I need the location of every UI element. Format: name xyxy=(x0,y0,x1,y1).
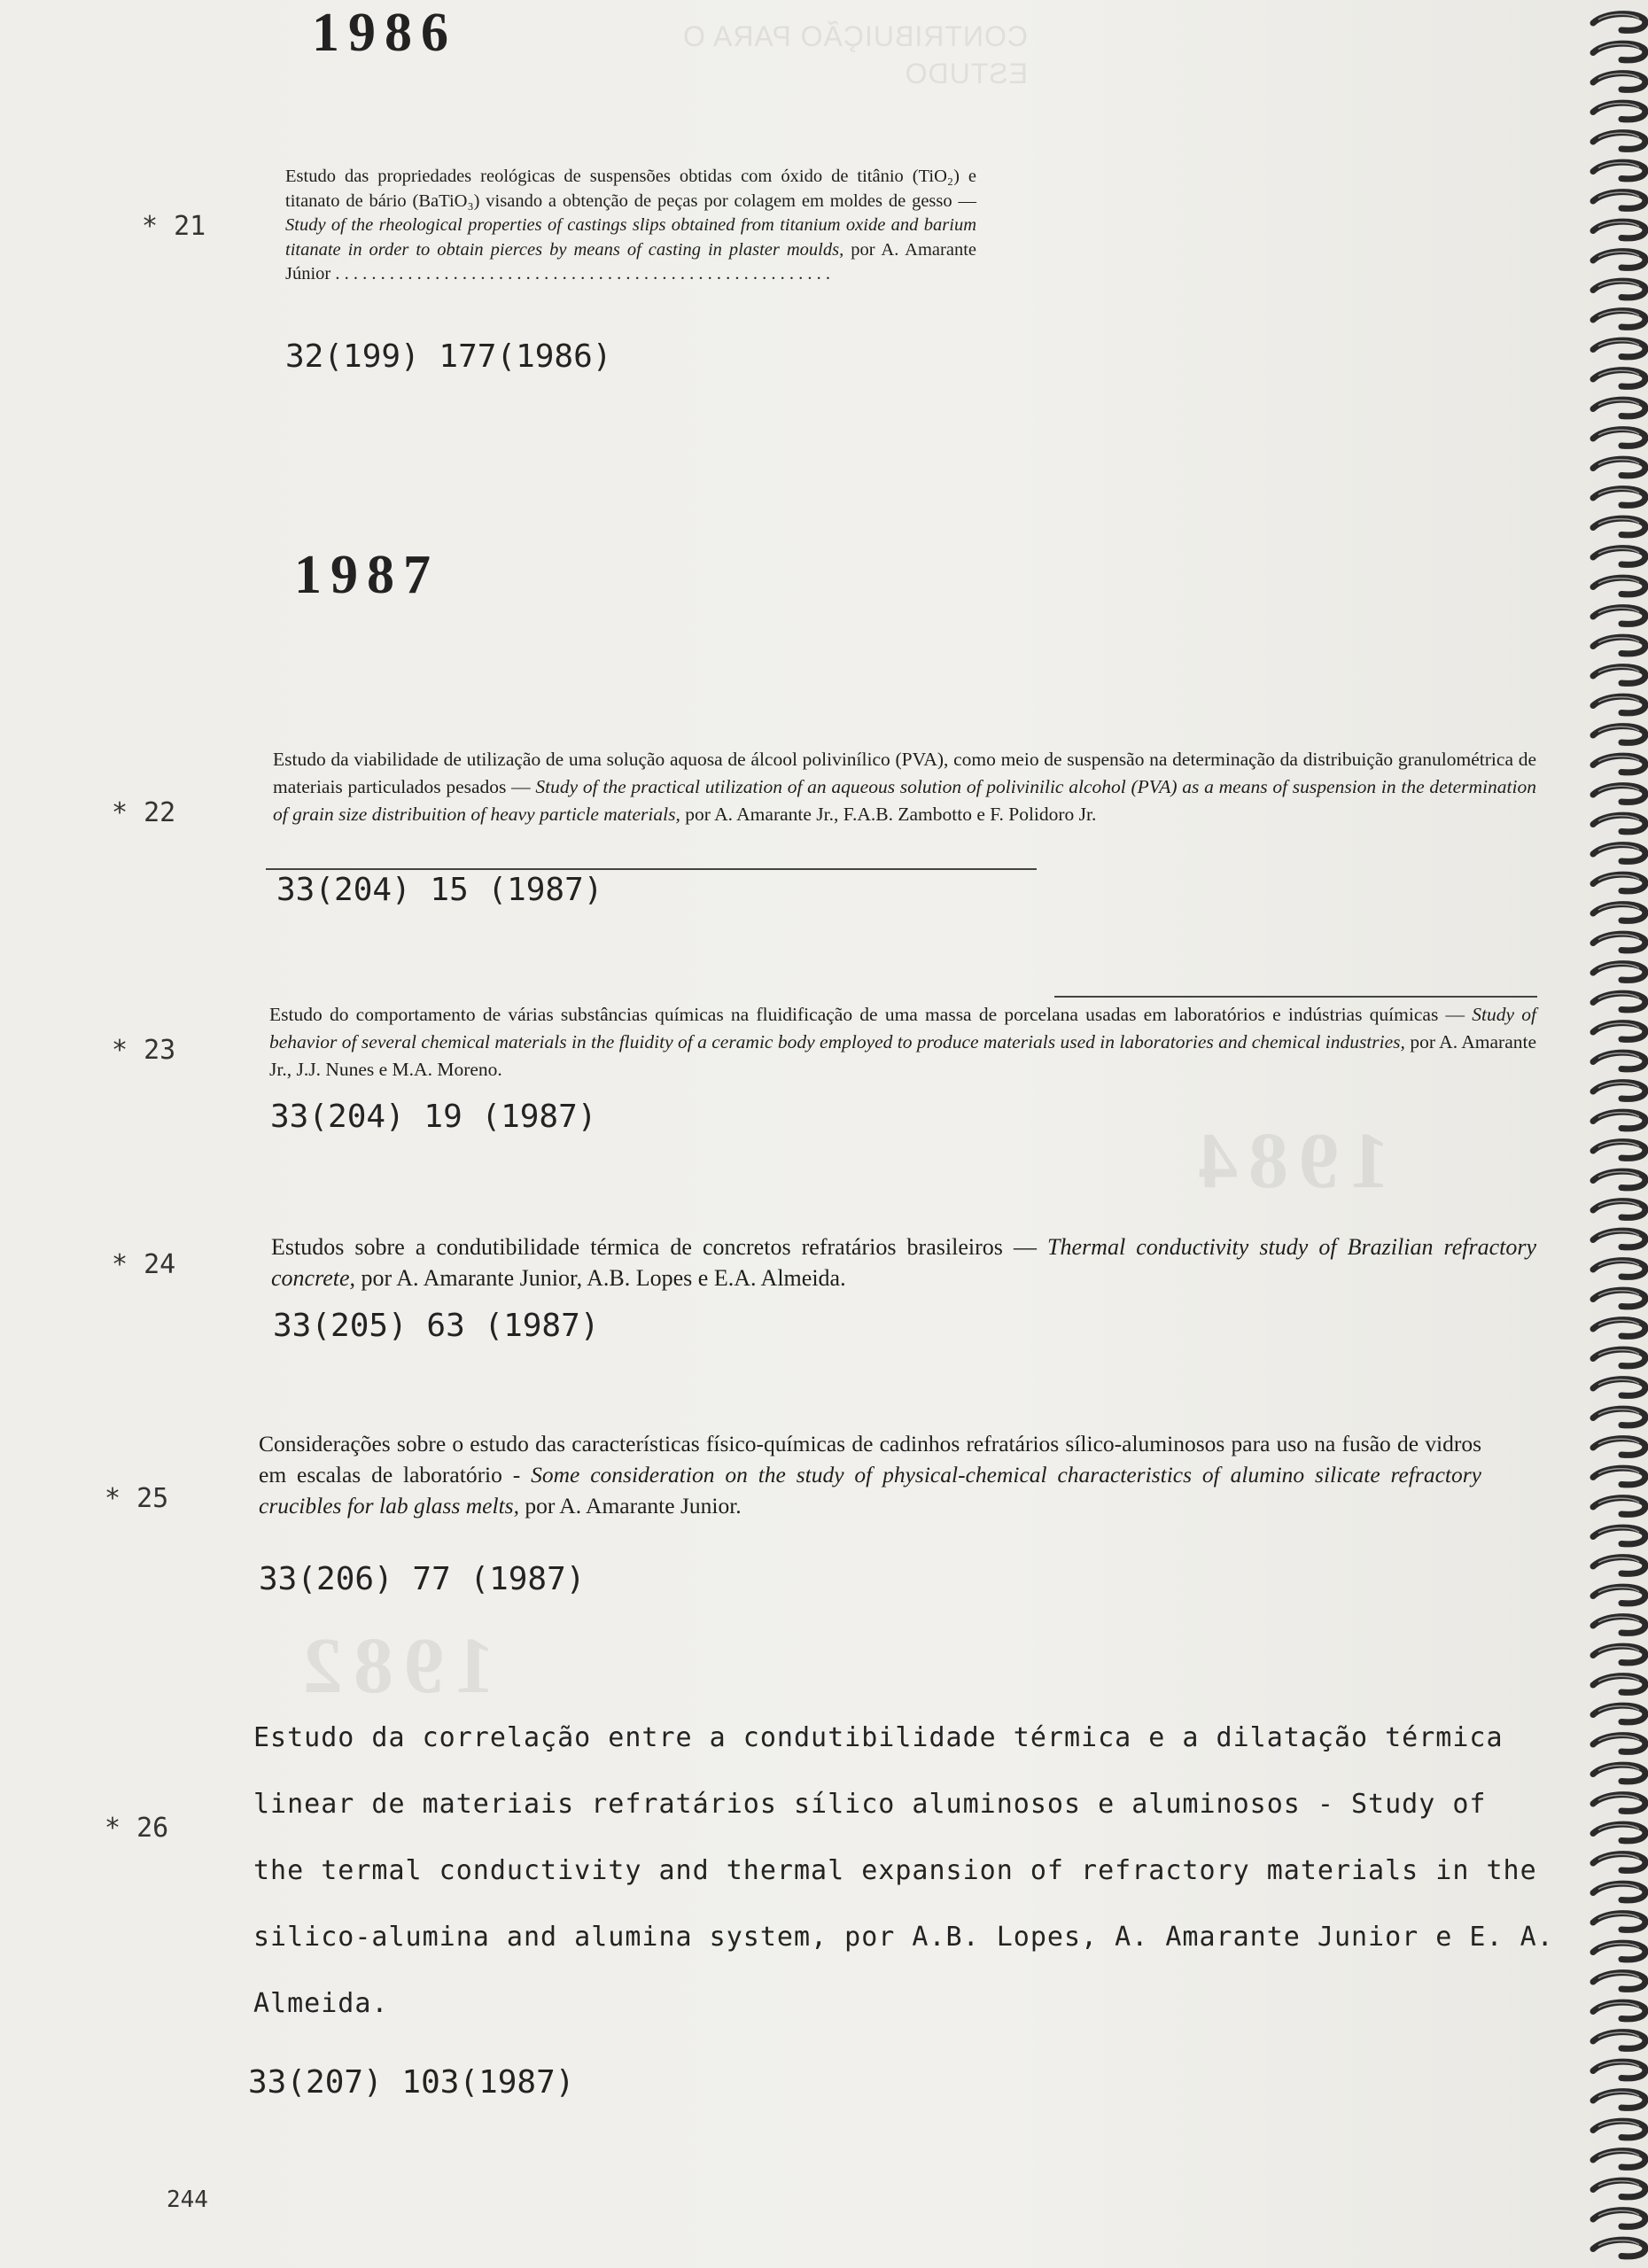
volume-reference: 33(205) 63 (1987) xyxy=(273,1308,600,1344)
spiral-coil xyxy=(1593,2240,1645,2256)
entry-number: * 21 xyxy=(142,211,206,242)
entry-number: * 24 xyxy=(112,1249,176,1280)
title-english: Study of behavior of several chemical materials in the fluidity of a ceramic body employed to produce materials used in laboratories and chemical industries, xyxy=(269,1004,1536,1052)
spiral-coil xyxy=(1593,400,1645,416)
spiral-coil xyxy=(1593,1736,1645,1752)
spiral-coil xyxy=(1593,1171,1645,1188)
page-number: 244 xyxy=(167,2186,208,2213)
authors: por A. Amarante Junior. xyxy=(525,1493,742,1518)
spiral-coil xyxy=(1593,993,1645,1010)
spiral-coil xyxy=(1593,756,1645,773)
spiral-coil xyxy=(1593,1349,1645,1366)
title-english: Some consideration on the study of physical-chemical characteristics of alumino silicate refractory crucibles for lab glass melts, xyxy=(259,1462,1481,1518)
spiral-coil xyxy=(1593,1320,1645,1337)
entry-citation xyxy=(271,1231,1536,1293)
spiral-coil xyxy=(1593,162,1645,179)
citation-line: silico-alumina and alumina system, por A.B. Lopes, A. Amarante Junior e E. A. xyxy=(253,1922,1554,1953)
spiral-coil xyxy=(1593,578,1645,594)
entry-number: * 23 xyxy=(112,1035,176,1066)
spiral-coil xyxy=(1593,845,1645,862)
entry-number: * 25 xyxy=(105,1483,169,1514)
citation-line: the termal conductivity and thermal expansion of refractory materials in the xyxy=(253,1855,1537,1886)
volume-reference: 33(206) 77 (1987) xyxy=(259,1561,586,1597)
spiral-coil xyxy=(1593,1587,1645,1604)
year-heading-1987: 1987 xyxy=(294,545,439,605)
bleed-through-year-2: 1982 xyxy=(292,1622,494,1710)
title-portuguese: Estudo do comportamento de várias substâncias químicas na fluidificação de uma massa de porcelana usadas em laboratórios e indústrias químicas — xyxy=(269,1004,1465,1025)
title-portuguese: Estudos sobre a condutibilidade térmica de concretos refratários brasileiros — xyxy=(271,1234,1037,1260)
spiral-coil xyxy=(1593,637,1645,654)
spiral-coil xyxy=(1593,1023,1645,1040)
overline xyxy=(1054,996,1537,998)
underline xyxy=(266,868,1037,870)
spiral-coil xyxy=(1593,548,1645,565)
spiral-coil xyxy=(1593,2180,1645,2197)
spiral-coil xyxy=(1593,459,1645,476)
spiral-coil xyxy=(1593,1914,1645,1930)
spiral-coil xyxy=(1593,430,1645,447)
spiral-coil xyxy=(1593,340,1645,357)
spiral-coil xyxy=(1593,667,1645,684)
spiral-coil xyxy=(1593,2092,1645,2109)
spiral-coil xyxy=(1593,815,1645,832)
spiral-coil xyxy=(1593,2032,1645,2049)
bleed-through-text: CONTRIBUIÇÃO PARA O ESTUDO xyxy=(681,20,1028,89)
spiral-coil xyxy=(1593,905,1645,921)
spiral-coil xyxy=(1593,14,1645,31)
title-portuguese: Estudo das propriedades reológicas de suspensões obtidas com óxido de titânio (TiO₂) e titanato de bário (BaTiO₃) visando a obtenção de peças por colagem em moldes de gesso — xyxy=(285,167,976,211)
citation-line: linear de materiais refratários sílico aluminosos e aluminosos - Study of xyxy=(253,1789,1487,1820)
authors: por A. Amarante Jr., J.J. Nunes e M.A. Moreno. xyxy=(269,1031,1537,1080)
spiral-coil xyxy=(1593,1083,1645,1099)
spiral-coil xyxy=(1593,1676,1645,1693)
spiral-coil xyxy=(1593,221,1645,238)
spiral-coil xyxy=(1593,696,1645,713)
title-english: Study of the rheological properties of castings slips obtained from titanium oxide and barium titanate in order to obtain pierces by means of casting in plaster moulds, xyxy=(285,215,976,260)
spiral-coil xyxy=(1593,1884,1645,1900)
volume-reference: 32(199) 177(1986) xyxy=(285,338,612,375)
spiral-coil xyxy=(1593,2062,1645,2078)
spiral-coil xyxy=(1593,1617,1645,1634)
spiral-coil xyxy=(1593,370,1645,387)
spiral-coil xyxy=(1593,311,1645,328)
spiral-coil xyxy=(1593,1498,1645,1515)
spiral-coil xyxy=(1593,1527,1645,1544)
spiral-coil xyxy=(1593,1142,1645,1159)
entry-citation-typed xyxy=(253,1705,1565,2037)
spiral-coil xyxy=(1593,2151,1645,2168)
spiral-coil xyxy=(1593,1557,1645,1574)
spiral-coil xyxy=(1593,964,1645,981)
spiral-coil xyxy=(1593,518,1645,535)
spiral-coil xyxy=(1593,1824,1645,1841)
spiral-coil xyxy=(1593,252,1645,268)
entry-citation xyxy=(259,1428,1481,1521)
spiral-coil xyxy=(1593,1290,1645,1307)
spiral-coil xyxy=(1593,192,1645,209)
spiral-coil xyxy=(1593,74,1645,90)
year-heading-1986: 1986 xyxy=(312,3,457,63)
spiral-coil xyxy=(1593,1112,1645,1129)
spiral-coil xyxy=(1593,103,1645,120)
title-portuguese: Estudo da viabilidade de utilização de uma solução aquosa de álcool polivinílico (PVA), como meio de suspensão na determinação da distribuição granulométrica de materiais particulados pesados — xyxy=(273,749,1536,797)
spiral-coil xyxy=(1593,1231,1645,1247)
spiral-coil xyxy=(1593,1409,1645,1425)
spiral-coil xyxy=(1593,2002,1645,2019)
spiral-coil xyxy=(1593,726,1645,743)
spiral-coil xyxy=(1593,1795,1645,1812)
spiral-coil xyxy=(1593,1854,1645,1871)
title-english: Study of the practical utilization of an aqueous solution of polivinilic alcohol (PVA) as a means of suspension in the determination of grain size distribuition of heavy particle materials, xyxy=(273,776,1536,825)
authors: por A. Amarante Júnior . . . . . . . . . . . . . . . . . . . . . . . . . . . . . . . . . . . . . . . . . . . . . . . . . . . . . . . xyxy=(285,239,977,284)
volume-reference: 33(207) 103(1987) xyxy=(248,2064,575,2101)
title-portuguese: Considerações sobre o estudo das características físico-químicas de cadinhos refratários sílico-aluminosos para uso na fusão de vidros em escalas de laboratório - xyxy=(259,1431,1481,1487)
citation-line: Almeida. xyxy=(253,1988,389,2019)
spiral-coil xyxy=(1593,489,1645,506)
authors: por A. Amarante Jr., F.A.B. Zambotto e F. Polidoro Jr. xyxy=(685,804,1097,825)
spiral-coil xyxy=(1593,1201,1645,1218)
spiral-coil xyxy=(1593,43,1645,60)
spiral-coil xyxy=(1593,608,1645,625)
spiral-coil xyxy=(1593,2121,1645,2138)
spiral-coil xyxy=(1593,1765,1645,1782)
spiral-binding xyxy=(1586,0,1648,2268)
entry-number: * 22 xyxy=(112,797,176,828)
entry-citation xyxy=(273,746,1536,828)
spiral-coil xyxy=(1593,1705,1645,1722)
spiral-coil xyxy=(1593,133,1645,150)
spiral-coil xyxy=(1593,934,1645,951)
spiral-coil xyxy=(1593,1973,1645,1990)
volume-reference: 33(204) 19 (1987) xyxy=(270,1099,597,1135)
spiral-coil xyxy=(1593,874,1645,891)
authors: por A. Amarante Junior, A.B. Lopes e E.A. Almeida. xyxy=(361,1265,846,1291)
spiral-coil xyxy=(1593,786,1645,803)
entry-citation xyxy=(285,165,976,287)
citation-line: Estudo da correlação entre a condutibilidade térmica e a dilatação térmica xyxy=(253,1722,1504,1753)
spiral-coil xyxy=(1593,1943,1645,1960)
title-english: Thermal conductivity study of Brazilian refractory concrete, xyxy=(271,1234,1537,1291)
bleed-through-year: 1984 xyxy=(1187,1117,1389,1205)
entry-number: * 26 xyxy=(105,1813,169,1844)
spiral-coil xyxy=(1593,281,1645,298)
spiral-coil xyxy=(1593,1646,1645,1663)
spiral-coil xyxy=(1593,1052,1645,1069)
spiral-coil xyxy=(1593,1379,1645,1396)
spiral-coil xyxy=(1593,2210,1645,2227)
spiral-coil xyxy=(1593,1439,1645,1456)
volume-reference: 33(204) 15 (1987) xyxy=(276,872,603,908)
spiral-coil xyxy=(1593,1468,1645,1485)
entry-citation xyxy=(269,1001,1536,1084)
spiral-coil xyxy=(1593,1261,1645,1278)
